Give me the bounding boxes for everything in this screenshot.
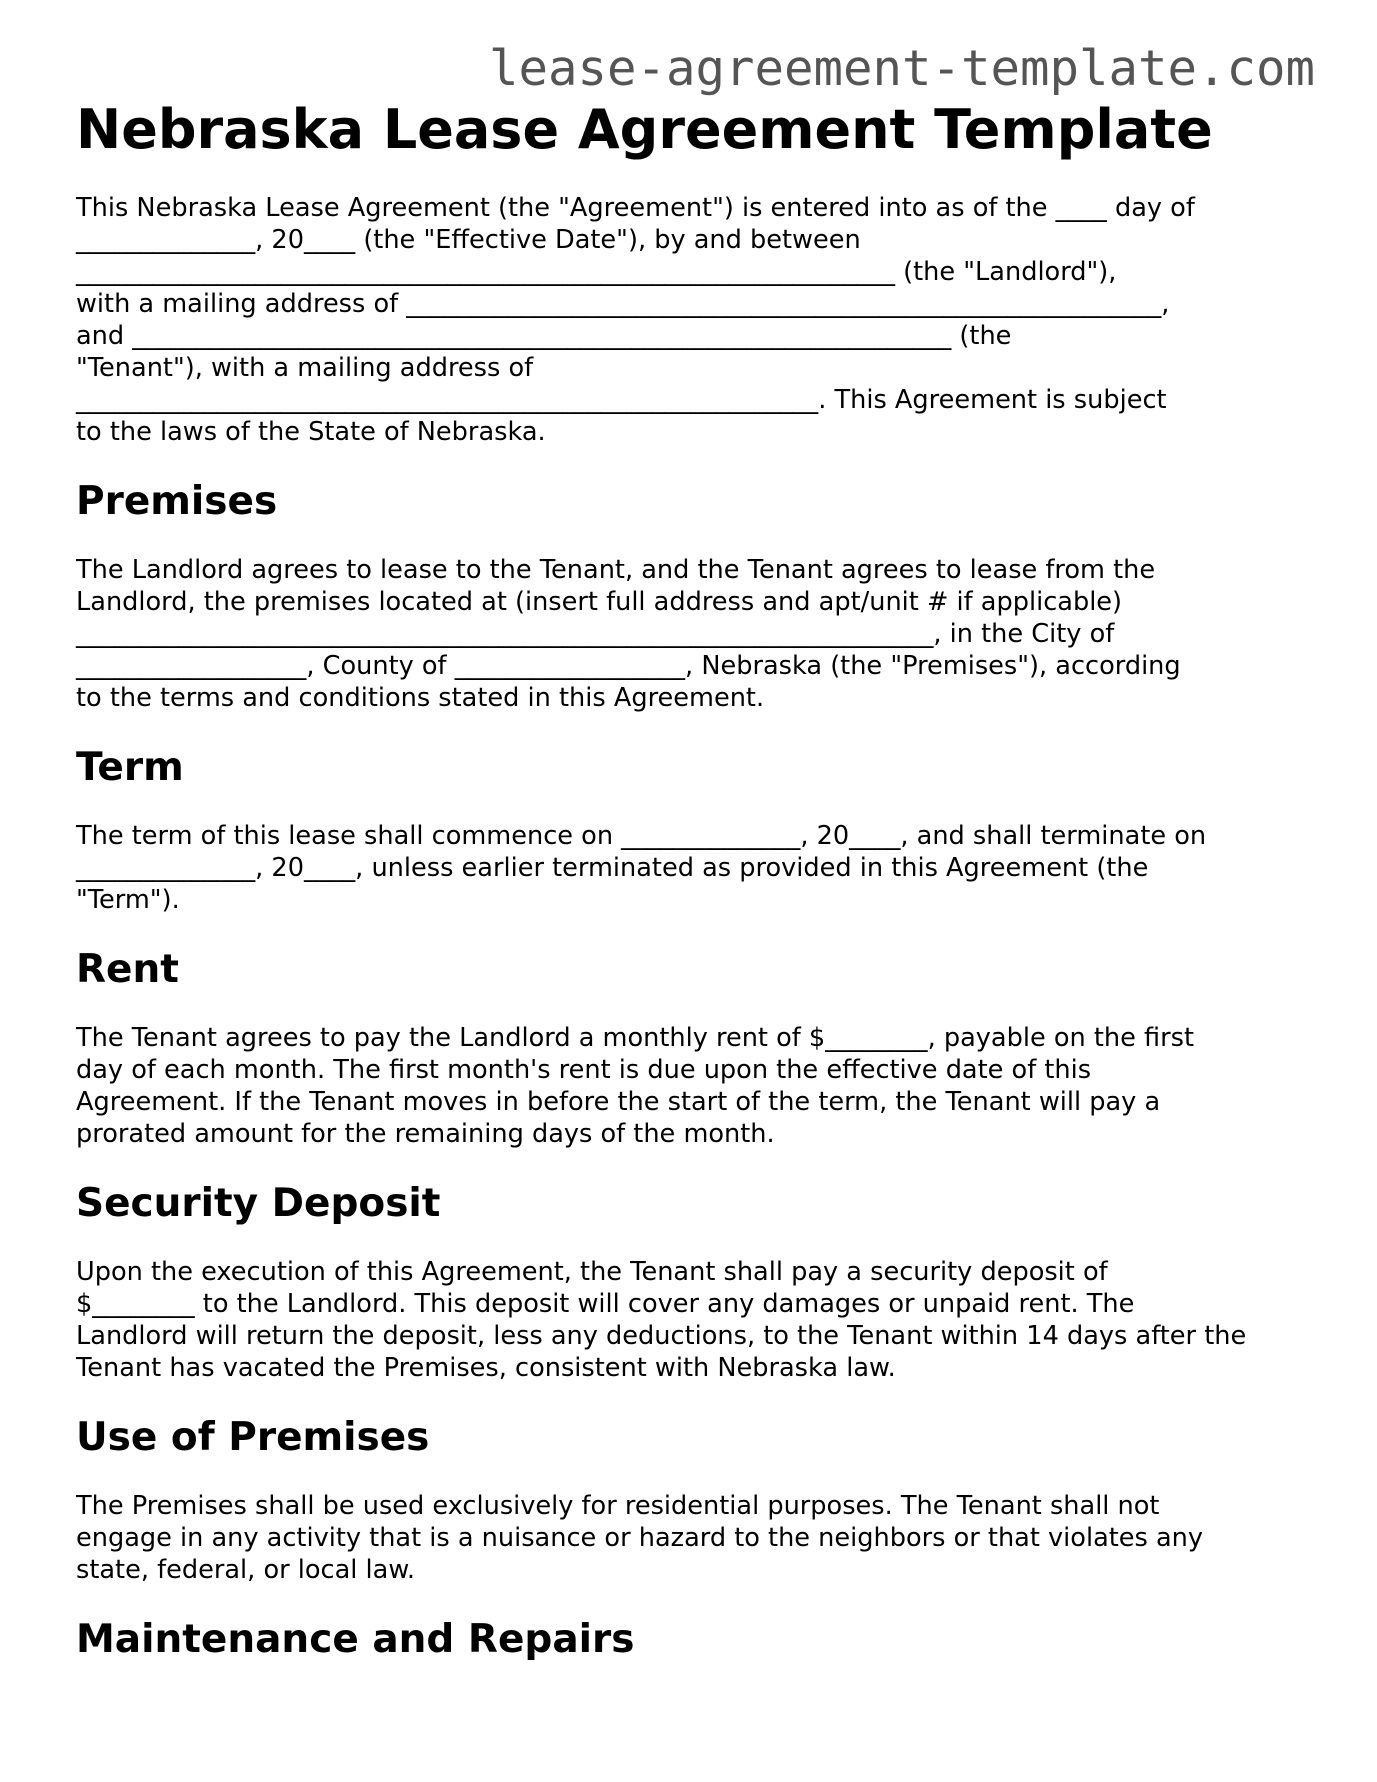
paragraph-line: The Premises shall be used exclusively for residential purposes. The Tenant shall not	[76, 1491, 1160, 1521]
paragraph-line: The term of this lease shall commence on ______________, 20____, and shall terminate on	[76, 821, 1207, 851]
document-page	[76, 98, 1301, 1692]
document-title: Nebraska Lease Agreement Template	[76, 98, 1213, 161]
intro-line: "Tenant"), with a mailing address of	[76, 353, 534, 383]
paragraph-line: Upon the execution of this Agreement, the Tenant shall pay a security deposit of	[76, 1257, 1108, 1287]
paragraph-line: Tenant has vacated the Premises, consistent with Nebraska law.	[76, 1353, 896, 1383]
paragraph-line: The Landlord agrees to lease to the Tenant, and the Tenant agrees to lease from the	[76, 555, 1156, 585]
paragraph-line: ______________, 20____, unless earlier terminated as provided in this Agreement (the	[76, 853, 1149, 883]
section-paragraph	[76, 1256, 1301, 1384]
paragraph-line: ___________________________________________________________________, in the City of	[76, 619, 1115, 649]
section-maintenance-and-repairs	[76, 1618, 1301, 1662]
section-use-of-premises	[76, 1416, 1301, 1586]
intro-line: with a mailing address of ___________________________________________________________,	[76, 289, 1170, 319]
section-paragraph	[76, 1490, 1301, 1586]
section-heading: Use of Premises	[76, 1415, 430, 1460]
intro-line: and ________________________________________________________________ (the	[76, 321, 1012, 351]
paragraph-line: Landlord will return the deposit, less any deductions, to the Tenant within 14 days after the	[76, 1321, 1247, 1351]
intro-paragraph	[76, 192, 1301, 448]
section-paragraph	[76, 820, 1301, 916]
paragraph-line: state, federal, or local law.	[76, 1555, 416, 1585]
section-heading: Rent	[76, 947, 179, 992]
paragraph-line: day of each month. The first month's rent is due upon the effective date of this	[76, 1055, 1092, 1085]
intro-line: ______________, 20____ (the "Effective Date"), by and between	[76, 225, 861, 255]
intro-line: __________________________________________________________. This Agreement is subject	[76, 385, 1167, 415]
section-heading: Security Deposit	[76, 1181, 441, 1226]
section-term	[76, 746, 1301, 916]
section-rent	[76, 948, 1301, 1150]
intro-line: This Nebraska Lease Agreement (the "Agreement") is entered into as of the ____ day of	[76, 193, 1195, 223]
section-heading: Term	[76, 745, 184, 790]
section-paragraph	[76, 554, 1301, 714]
paragraph-line: Landlord, the premises located at (insert full address and apt/unit # if applicable)	[76, 587, 1123, 617]
paragraph-line: engage in any activity that is a nuisance or hazard to the neighbors or that violates any	[76, 1523, 1204, 1553]
section-paragraph	[76, 1022, 1301, 1150]
paragraph-line: $________ to the Landlord. This deposit will cover any damages or unpaid rent. The	[76, 1289, 1135, 1319]
paragraph-line: The Tenant agrees to pay the Landlord a monthly rent of $________, payable on the first	[76, 1023, 1195, 1053]
paragraph-line: __________________, County of __________________, Nebraska (the "Premises"), according	[76, 651, 1181, 681]
intro-line: to the laws of the State of Nebraska.	[76, 417, 546, 447]
paragraph-line: to the terms and conditions stated in this Agreement.	[76, 683, 765, 713]
section-heading: Maintenance and Repairs	[76, 1617, 635, 1662]
paragraph-line: Agreement. If the Tenant moves in before the start of the term, the Tenant will pay a	[76, 1087, 1161, 1117]
paragraph-line: "Term").	[76, 885, 180, 915]
intro-line: ________________________________________________________________ (the "Landlord"),	[76, 257, 1117, 287]
paragraph-line: prorated amount for the remaining days of the month.	[76, 1119, 775, 1149]
section-security-deposit	[76, 1182, 1301, 1384]
section-heading: Premises	[76, 479, 278, 524]
site-watermark: lease-agreement-template.com	[488, 40, 1315, 97]
section-premises	[76, 480, 1301, 714]
